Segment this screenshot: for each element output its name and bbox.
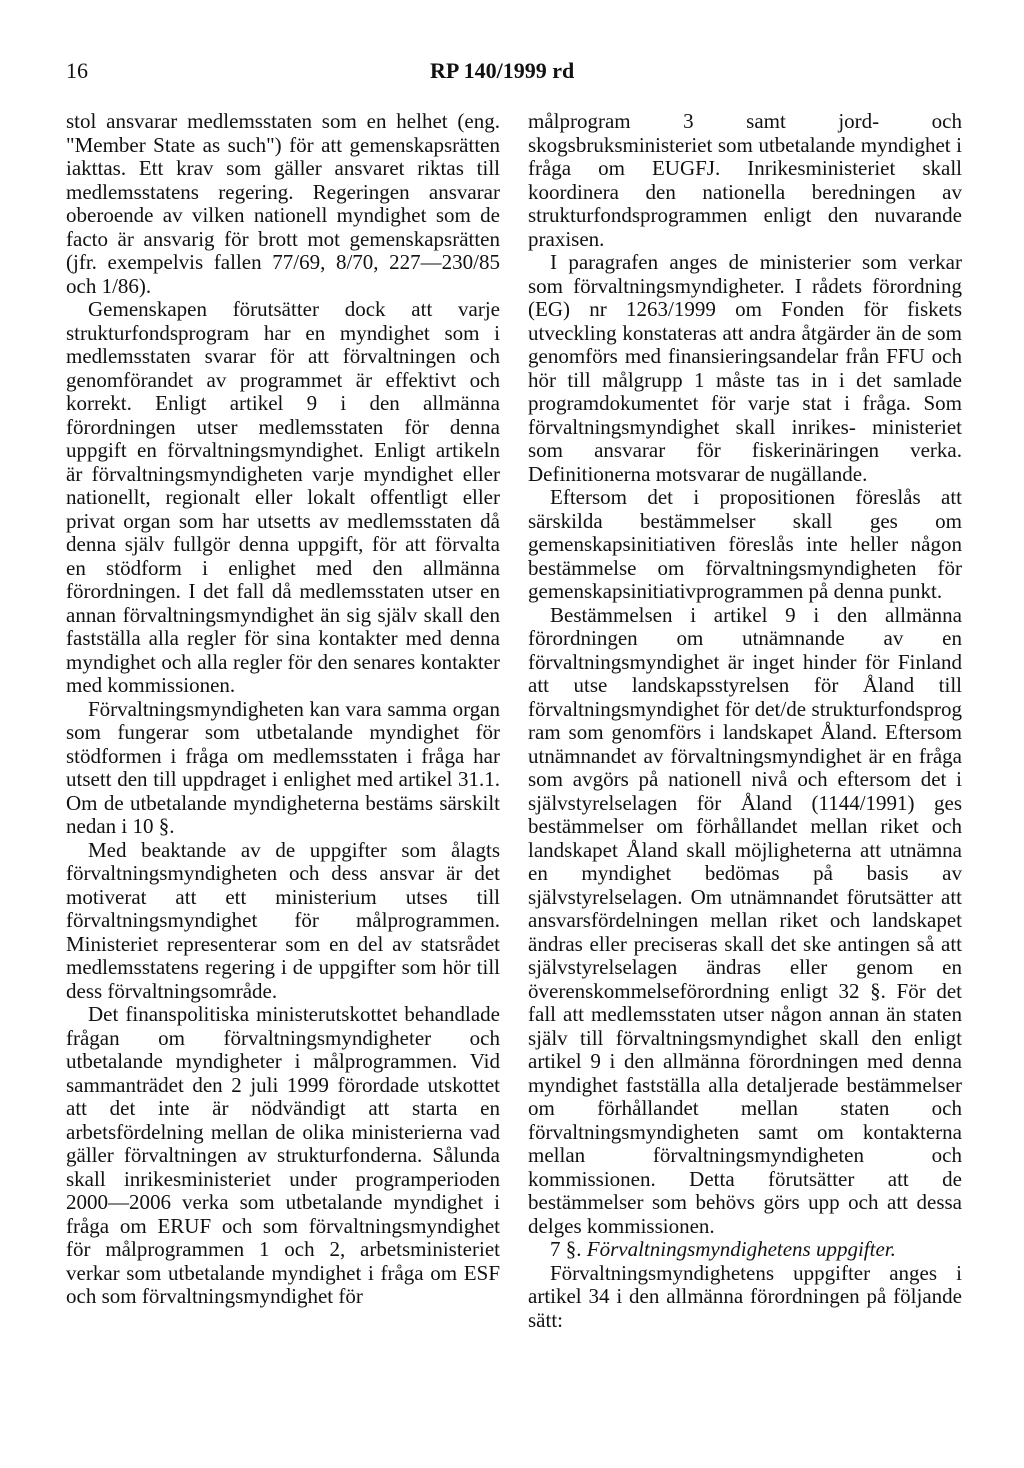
left-column	[66, 110, 500, 1309]
page-number: 16	[66, 58, 88, 83]
paragraph: Eftersom det i propositionen föreslås att särskilda bestämmelser skall ges om gemenskapsinitiativen föreslås inte heller någon bestämmelse om förvaltningsmyndigheten för gemenskapsinitiativprogrammen på denna punkt.	[528, 485, 962, 603]
paragraph: stol ansvarar medlemsstaten som en helhet (eng. "Member State as such") för att gemenskapsrätten iakttas. Ett krav som gäller ansvaret riktas till medlemsstatens regering. Regeringen ansvarar oberoende av vilken nationell myndighet som de facto är ansvarig för brott mot gemenskapsrätten (jfr. exempelvis fallen 77/69, 8/70, 227—230/85 och 1/86).	[66, 109, 500, 298]
paragraph: Med beaktande av de uppgifter som ålagts förvaltningsmyndigheten och dess ansvar är det motiverat att ett ministerium utses till förvaltningsmyndighet för målprogrammen. Ministeriet representerar som en del av statsrådet medlemsstatens regering i de uppgifter som hör till dess förvaltningsområde.	[66, 837, 500, 1003]
document-id: RP 140/1999 rd	[430, 58, 575, 83]
paragraph: Gemenskapen förutsätter dock att varje strukturfondsprogram har en myndighet som i medlemsstaten svarar för att förvaltningen och genomförandet av programmet är effektivt och korrekt. Enligt artikel 9 i den allmänna förordningen utser medlemsstaten för denna uppgift en förvaltningsmyndighet. Enligt artikeln är förvaltningsmyndigheten varje myndighet eller nationellt, regionalt eller lokalt offentligt eller privat organ som har utsetts av medlemsstaten då denna själv fullgör denna uppgift, för att förvalta en stödform i enlighet med den allmänna förordningen. I det fall då medlemsstaten utser en annan förvaltningsmyndighet än sig själv skall den fastställa alla regler för sina kontakter med denna myndighet och alla regler för den senares kontakter med kommissionen.	[66, 297, 500, 697]
right-column	[528, 110, 962, 1332]
paragraph: målprogram 3 samt jord- och skogsbruksministeriet som utbetalande myndighet i fråga om EUGFJ. Inrikesministeriet skall koordinera den nationella beredningen av strukturfondsprogrammen enligt den nuvarande praxisen.	[528, 109, 962, 251]
section-number: 7 §.	[550, 1237, 582, 1261]
paragraph: Förvaltningsmyndigheten kan vara samma organ som fungerar som utbetalande myndighet för stödformen i fråga om medlemsstaten i fråga har utsett den till uppdraget i enlighet med artikel 31.1. Om de utbetalande myndigheterna bestäms särskilt nedan i 10 §.	[66, 696, 500, 838]
section-title: Förvaltningsmyndighetens uppgifter.	[586, 1237, 896, 1261]
paragraph: I paragrafen anges de ministerier som verkar som förvaltningsmyndigheter. I rådets förordning (EG) nr 1263/1999 om Fonden för fiskets utveckling konstateras att andra åtgärder än de som genomförs med finansieringsandelar från FFU och hör till målgrupp 1 måste tas in i det samlade programdokumentet för varje stat i fråga. Som förvaltningsmyndighet skall inrikes- ministeriet som ansvarar för fiskerinäringen verka. Definitionerna motsvarar de nugällande.	[528, 250, 962, 486]
paragraph: Det finanspolitiska ministerutskottet behandlade frågan om förvaltningsmyndigheter och utbetalande myndigheter i målprogrammen. Vid sammanträdet den 2 juli 1999 förordade utskottet att det inte är nödvändigt att starta en arbetsfördelning mellan de olika ministerierna vad gäller förvaltningen av strukturfonderna. Sålunda skall inrikesministeriet under programperioden 2000—2006 verka som utbetalande myndighet i fråga om ERUF och som förvaltningsmyndighet för målprogrammen 1 och 2, arbetsministeriet verkar som utbetalande myndighet i fråga om ESF och som förvaltningsmyndighet för	[66, 1002, 500, 1308]
paragraph: Bestämmelsen i artikel 9 i den allmänna förordningen om utnämnande av en förvaltningsmyndighet är inget hinder för Finland att utse landskapsstyrelsen för Åland till förvaltningsmyndighet för det/de strukturfondsprog ram som genomförs i landskapet Åland. Eftersom utnämnandet av förvaltningsmyndighet är en fråga som avgörs på nationell nivå och eftersom det i självstyrelselagen för Åland (1144/1991) ges bestämmelser om förhållandet mellan riket och landskapet Åland skall möjligheterna att utnämna en myndighet bedömas på basis av självstyrelselagen. Om utnämnandet förutsätter att ansvarsfördelningen mellan riket och landskapet ändras eller preciseras skall det ske antingen så att självstyrelselagen ändras eller genom en överenskommelseförordning enligt 32 §. För det fall att medlemsstaten utser någon annan än staten själv till förvaltningsmyndighet skall den enligt artikel 9 i den allmänna förordningen med denna myndighet fastställa alla detaljerade bestämmelser om förhållandet mellan staten och förvaltningsmyndigheten samt om kontakterna mellan förvaltningsmyndigheten och kommissionen. Detta förutsätter att de bestämmelser som behövs görs upp och att dessa delges kommissionen.	[528, 602, 962, 1238]
section-heading	[528, 1238, 962, 1262]
paragraph: Förvaltningsmyndighetens uppgifter anges i artikel 34 i den allmänna förordningen på följande sätt:	[528, 1260, 962, 1332]
